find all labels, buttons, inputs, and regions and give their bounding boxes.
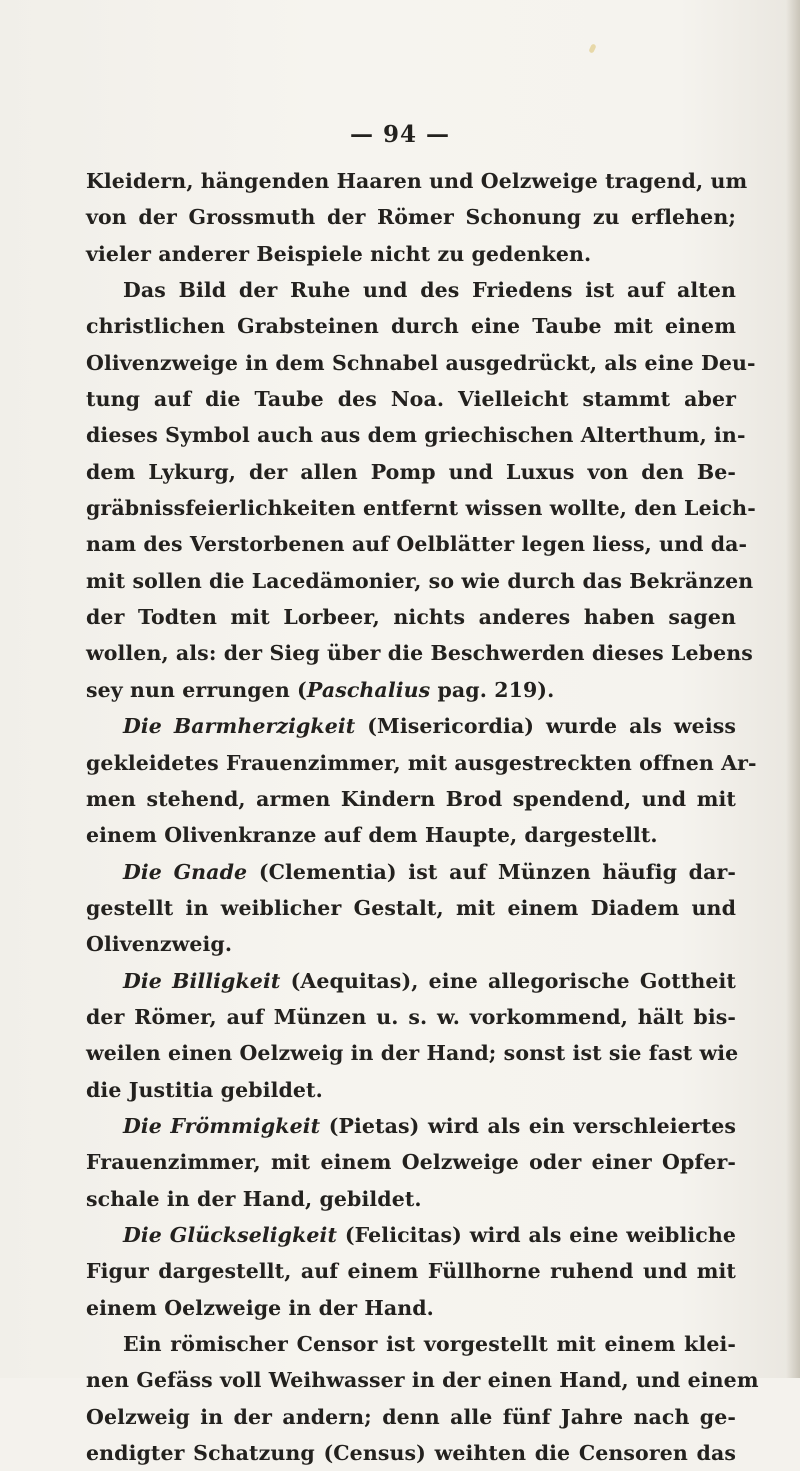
text-segment: der Todten mit Lorbeer, nichts anderes haben sagen <box>86 605 736 630</box>
text-line <box>86 381 736 417</box>
paper-speck <box>588 43 596 53</box>
text-segment: pag. 219). <box>430 677 555 702</box>
page-edge-shadow <box>786 0 800 1378</box>
text-segment: (Felicitas) wird als eine weibliche <box>337 1222 736 1247</box>
text-segment: dieses Symbol auch aus dem griechischen Alterthum, in- <box>86 423 746 448</box>
text-segment: wollen, als: der Sieg über die Beschwerden dieses Lebens <box>86 641 753 666</box>
text-segment: einem Oelzweige in der Hand. <box>86 1295 434 1320</box>
text-segment: men stehend, armen Kindern Brod spendend, und mit <box>86 786 736 811</box>
italic-term: Die Barmherzigkeit <box>123 714 356 739</box>
text-segment: (Clementia) ist auf Münzen häufig dar- <box>247 859 737 884</box>
text-segment: endigter Schatzung (Census) weihten die Censoren das <box>86 1441 736 1466</box>
text-line <box>86 454 736 490</box>
text-line <box>86 599 736 635</box>
text-segment: von der Grossmuth der Römer Schonung zu erflehen; <box>86 205 736 230</box>
text-segment: schale in der Hand, gebildet. <box>86 1186 422 1211</box>
text-line <box>86 490 756 526</box>
text-line <box>86 1326 736 1362</box>
text-segment: die Justitia gebildet. <box>86 1077 323 1102</box>
text-line <box>86 272 736 308</box>
text-line <box>86 1144 736 1180</box>
text-segment: mit sollen die Lacedämonier, so wie durch das Bekränzen <box>86 568 754 593</box>
text-segment: nam des Verstorbenen auf Oelblätter legen liess, und da- <box>86 532 748 557</box>
text-line <box>86 417 746 453</box>
text-line <box>86 890 736 926</box>
italic-term: Die Gnade <box>123 859 248 884</box>
text-segment: Ein römischer Censor ist vorgestellt mit einem klei- <box>123 1332 736 1356</box>
text-line <box>86 854 736 890</box>
text-segment: Oelzweig in der andern; denn alle fünf Jahre nach ge- <box>86 1404 736 1429</box>
text-line <box>86 963 736 999</box>
text-segment: (Misericordia) wurde als weiss <box>355 714 736 739</box>
text-line <box>86 163 748 199</box>
italic-term: Die Glückseligkeit <box>123 1222 338 1247</box>
text-segment: Kleidern, hängenden Haaren und Oelzweige tragend, um <box>86 169 748 193</box>
text-segment: sey nun errungen ( <box>86 677 307 702</box>
text-segment: der Römer, auf Münzen u. s. w. vorkommend, hält bis- <box>86 1004 736 1029</box>
text-line <box>86 817 736 853</box>
text-line <box>86 1035 739 1071</box>
text-segment: einem Olivenkranze auf dem Haupte, dargestellt. <box>86 823 658 848</box>
text-line <box>86 708 736 744</box>
text-line <box>86 345 756 381</box>
text-line <box>86 563 754 599</box>
text-segment: gestellt in weiblicher Gestalt, mit einem Diadem und <box>86 895 736 920</box>
text-line <box>86 1181 736 1217</box>
text-segment: vieler anderer Beispiele nicht zu gedenken. <box>86 241 592 266</box>
text-line <box>86 1108 736 1144</box>
text-segment: nen Gefäss voll Weihwasser in der einen Hand, und einem <box>86 1368 759 1393</box>
text-line <box>86 1362 759 1398</box>
text-line <box>86 926 736 962</box>
text-line <box>86 1399 736 1435</box>
text-segment: dem Lykurg, der allen Pomp und Luxus von den Be- <box>86 459 736 484</box>
text-line <box>86 526 748 562</box>
text-segment: christlichen Grabsteinen durch eine Taube mit einem <box>86 314 736 339</box>
text-segment: gräbnissfeierlichkeiten entfernt wissen wollte, den Leich- <box>86 496 756 521</box>
text-segment: (Aequitas), eine allegorische Gottheit <box>280 968 736 993</box>
text-segment: Frauenzimmer, mit einem Oelzweige oder einer Opfer- <box>86 1150 736 1175</box>
text-segment: tung auf die Taube des Noa. Vielleicht stammt aber <box>86 387 736 412</box>
text-line <box>86 635 753 671</box>
italic-term: Die Frömmigkeit <box>123 1113 321 1138</box>
text-segment: weilen einen Oelzweig in der Hand; sonst ist sie fast wie <box>86 1041 739 1066</box>
text-segment: Das Bild der Ruhe und des Friedens ist auf alten <box>123 278 736 303</box>
text-line <box>86 308 736 344</box>
body-text <box>86 163 759 1471</box>
text-line <box>86 1435 736 1471</box>
text-segment: (Pietas) wird als ein verschleiertes <box>320 1113 737 1138</box>
italic-term: Paschalius <box>306 677 431 702</box>
text-line <box>86 999 736 1035</box>
text-line <box>86 236 736 272</box>
text-segment: Olivenzweige in dem Schnabel ausgedrückt, als eine Deu- <box>86 350 756 375</box>
text-line <box>86 1217 736 1253</box>
italic-term: Die Billigkeit <box>123 968 281 993</box>
text-line <box>86 199 736 235</box>
text-line <box>86 1253 736 1289</box>
text-line <box>86 672 736 708</box>
page-number: — 94 — <box>349 121 451 148</box>
text-line <box>86 745 757 781</box>
text-line <box>86 781 736 817</box>
text-segment: gekleidetes Frauenzimmer, mit ausgestreckten offnen Ar- <box>86 750 757 775</box>
text-segment: Figur dargestellt, auf einem Füllhorne ruhend und mit <box>86 1259 736 1284</box>
text-line <box>86 1290 736 1326</box>
text-segment: Olivenzweig. <box>86 932 233 957</box>
text-line <box>86 1072 736 1108</box>
